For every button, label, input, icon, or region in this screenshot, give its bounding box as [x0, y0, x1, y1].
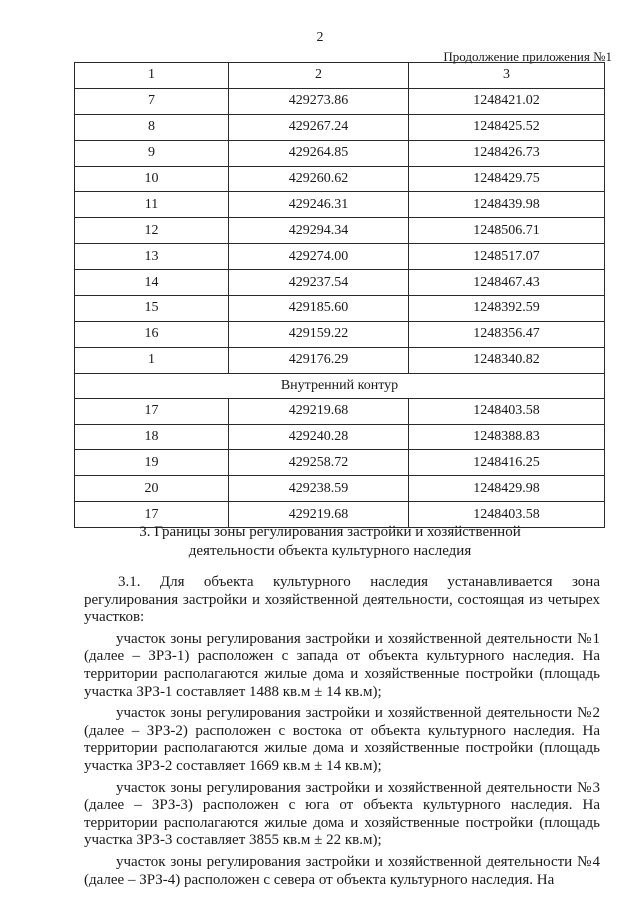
x-coordinate-cell: 429237.54 [229, 270, 409, 296]
section-heading-line-2: деятельности объекта культурного наследия [188, 543, 472, 559]
y-coordinate-cell: 1248517.07 [409, 244, 605, 270]
x-coordinate-cell: 429238.59 [229, 476, 409, 502]
point-number-cell: 18 [75, 424, 229, 450]
table-row [75, 114, 605, 140]
y-coordinate-cell: 1248429.75 [409, 166, 605, 192]
point-number-cell: 20 [75, 476, 229, 502]
table-header-row [75, 63, 605, 89]
point-number-cell: 12 [75, 218, 229, 244]
y-coordinate-cell: 1248425.52 [409, 114, 605, 140]
table-row [75, 192, 605, 218]
inner-contour-label: Внутренний контур [75, 373, 605, 398]
section-heading-line-1: 3. Границы зоны регулирования застройки и хозяйственной [139, 524, 521, 540]
y-coordinate-cell: 1248392.59 [409, 296, 605, 322]
y-coordinate-cell: 1248388.83 [409, 424, 605, 450]
point-number-cell: 1 [75, 347, 229, 373]
y-coordinate-cell: 1248467.43 [409, 270, 605, 296]
appendix-continuation-label: Продолжение приложения №1 [443, 49, 612, 64]
paragraph-zrz-1: участок зоны регулирования застройки и хозяйственной деятельности №1 (далее – ЗРЗ-1) расположен с запада от объекта культурного наследия. На территории располагаются жилые дома и хозяйственные постройки (площадь участка ЗРЗ-1 составляет 1488 кв.м ± 14 кв.м); [84, 630, 600, 700]
table-row [75, 140, 605, 166]
y-coordinate-cell: 1248403.58 [409, 502, 605, 528]
y-coordinate-cell: 1248506.71 [409, 218, 605, 244]
paragraph-3-1: 3.1. Для объекта культурного наследия устанавливается зона регулирования застройки и хозяйственной деятельности, состоящая из четырех участков: [84, 574, 600, 626]
point-number-cell: 13 [75, 244, 229, 270]
x-coordinate-cell: 429274.00 [229, 244, 409, 270]
x-coordinate-cell: 429246.31 [229, 192, 409, 218]
point-number-cell: 19 [75, 450, 229, 476]
point-number-cell: 7 [75, 88, 229, 114]
paragraph-zrz-3: участок зоны регулирования застройки и хозяйственной деятельности №3 (далее – ЗРЗ-3) расположен с юга от объекта культурного наследия. На территории располагаются жилые дома и хозяйственные постройки (площадь участка ЗРЗ-3 составляет 3855 кв.м ± 22 кв.м); [84, 779, 600, 849]
table-row [75, 424, 605, 450]
x-coordinate-cell: 429176.29 [229, 347, 409, 373]
point-number-cell: 17 [75, 398, 229, 424]
table-row [75, 296, 605, 322]
page-number: 2 [316, 30, 324, 45]
y-coordinate-cell: 1248426.73 [409, 140, 605, 166]
y-coordinate-cell: 1248403.58 [409, 398, 605, 424]
point-number-cell: 15 [75, 296, 229, 322]
table-row [75, 218, 605, 244]
table-row [75, 166, 605, 192]
y-coordinate-cell: 1248416.25 [409, 450, 605, 476]
point-number-cell: 10 [75, 166, 229, 192]
y-coordinate-cell: 1248429.98 [409, 476, 605, 502]
header-cell-x: 2 [229, 63, 409, 89]
coordinates-table-body [75, 63, 605, 528]
y-coordinate-cell: 1248439.98 [409, 192, 605, 218]
x-coordinate-cell: 429294.34 [229, 218, 409, 244]
y-coordinate-cell: 1248340.82 [409, 347, 605, 373]
table-row [75, 476, 605, 502]
x-coordinate-cell: 429219.68 [229, 398, 409, 424]
table-row [75, 270, 605, 296]
y-coordinate-cell: 1248356.47 [409, 321, 605, 347]
body-text [84, 574, 600, 893]
x-coordinate-cell: 429260.62 [229, 166, 409, 192]
table-row [75, 347, 605, 373]
y-coordinate-cell: 1248421.02 [409, 88, 605, 114]
table-row [75, 398, 605, 424]
point-number-cell: 17 [75, 502, 229, 528]
header-cell-point: 1 [75, 63, 229, 89]
point-number-cell: 8 [75, 114, 229, 140]
header-cell-y: 3 [409, 63, 605, 89]
x-coordinate-cell: 429159.22 [229, 321, 409, 347]
point-number-cell: 11 [75, 192, 229, 218]
x-coordinate-cell: 429240.28 [229, 424, 409, 450]
paragraph-zrz-2: участок зоны регулирования застройки и хозяйственной деятельности №2 (далее – ЗРЗ-2) расположен с востока от объекта культурного наследия. На территории располагаются жилые дома и хозяйственные постройки (площадь участка ЗРЗ-2 составляет 1669 кв.м ± 14 кв.м); [84, 705, 600, 774]
x-coordinate-cell: 429219.68 [229, 502, 409, 528]
x-coordinate-cell: 429267.24 [229, 114, 409, 140]
point-number-cell: 16 [75, 321, 229, 347]
paragraph-zrz-4: участок зоны регулирования застройки и хозяйственной деятельности №4 (далее – ЗРЗ-4) расположен с севера от объекта культурного наследия. На [84, 853, 600, 888]
x-coordinate-cell: 429273.86 [229, 88, 409, 114]
x-coordinate-cell: 429258.72 [229, 450, 409, 476]
table-row [75, 450, 605, 476]
x-coordinate-cell: 429264.85 [229, 140, 409, 166]
table-row [75, 244, 605, 270]
point-number-cell: 9 [75, 140, 229, 166]
table-section-row [75, 373, 605, 398]
x-coordinate-cell: 429185.60 [229, 296, 409, 322]
section-heading [60, 523, 600, 561]
table-row [75, 321, 605, 347]
point-number-cell: 14 [75, 270, 229, 296]
coordinates-table [74, 62, 605, 528]
table-row [75, 88, 605, 114]
